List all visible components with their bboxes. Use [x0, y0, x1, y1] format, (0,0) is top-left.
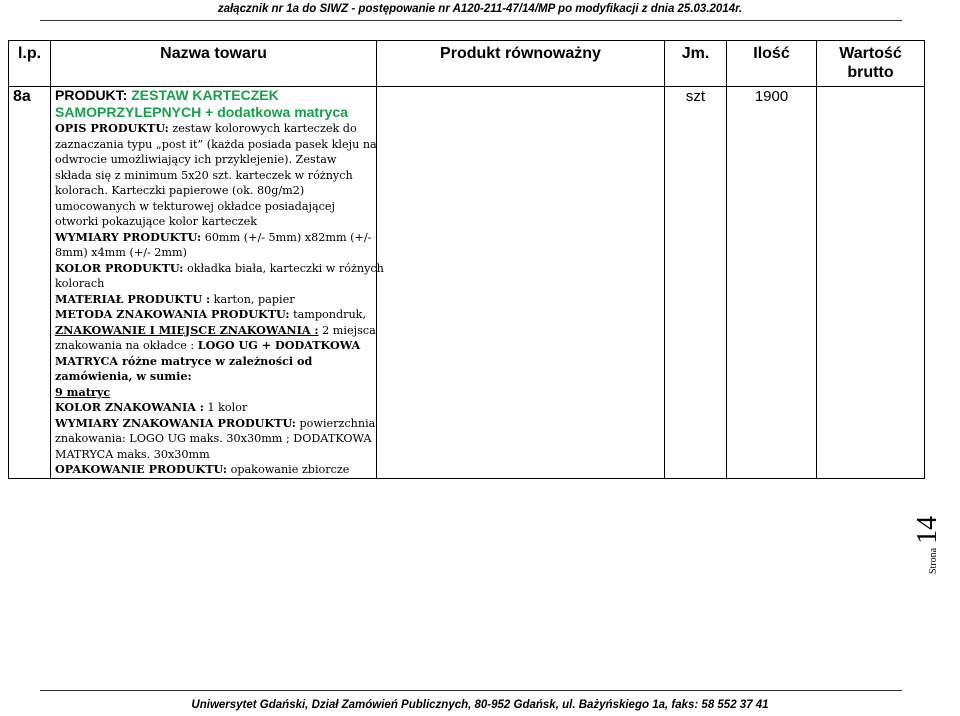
column-header-value-line2: brutto: [847, 64, 894, 81]
desc-text: karton, papier: [210, 292, 295, 306]
desc-text: znakowania na okładce :: [55, 339, 198, 352]
document-header: załącznik nr 1a do SIWZ - postępowanie nr A120-211-47/14/MP po modyfikacji z dnia 25.03.2014r.: [217, 3, 743, 15]
desc-line: [55, 260, 384, 277]
equivalent-cell[interactable]: [377, 87, 665, 479]
desc-text: zestaw kolorowych karteczek do: [168, 122, 357, 135]
desc-line: znakowania: LOGO UG maks. 30x30mm ; DODATKOWA: [55, 432, 372, 445]
desc-label: OPAKOWANIE PRODUKTU:: [55, 462, 228, 476]
desc-line: [55, 230, 372, 246]
product-title-prefix: PRODUKT:: [55, 87, 132, 103]
row-lp: 8a: [9, 87, 51, 479]
column-header-qty: Ilość: [727, 41, 817, 87]
desc-line: kolorach: [55, 277, 105, 290]
page-label: Strona: [928, 547, 939, 574]
document-footer: Uniwersytet Gdański, Dział Zamówień Publicznych, 80-952 Gdańsk, ul. Bażyńskiego 1a, faks: 58 552 37 41: [191, 699, 769, 711]
column-header-lp: l.p.: [9, 41, 51, 87]
desc-label: MATERIAŁ PRODUKTU :: [55, 291, 211, 306]
header-divider: [40, 20, 902, 21]
page-number-value: 14: [912, 515, 943, 544]
column-header-name: Nazwa towaru: [51, 41, 377, 87]
desc-line: zaznaczania typu „post it” (każda posiada pasek kleju na: [55, 137, 377, 151]
product-title-line2: SAMOPRZYLEPNYCH + dodatkowa matryca: [55, 104, 348, 120]
desc-line: [55, 307, 372, 323]
desc-line: 9 matryc: [55, 384, 111, 399]
desc-label: METODA ZNAKOWANIA PRODUKTU:: [55, 307, 290, 321]
desc-line: [55, 415, 376, 432]
product-title-line1: [55, 87, 372, 104]
table-row: [9, 87, 925, 479]
desc-line: 8mm) x4mm (+/- 2mm): [55, 246, 187, 259]
desc-line: umocowanych w tekturowej okładce posiadającej: [55, 199, 336, 213]
desc-label: WYMIARY PRODUKTU:: [55, 229, 202, 244]
product-title-name: ZESTAW KARTECZEK: [131, 87, 279, 103]
desc-text: okładka biała, karteczki w różnych: [183, 261, 384, 275]
footer-divider: [40, 690, 902, 691]
desc-line: zamówienia, w sumie:: [55, 369, 192, 383]
desc-label: KOLOR PRODUKTU:: [55, 260, 184, 275]
unit-cell: szt: [665, 87, 727, 479]
desc-line: [55, 322, 376, 339]
desc-line: [55, 462, 372, 478]
product-description: [51, 87, 384, 479]
desc-text: tampondruk,: [289, 308, 366, 321]
desc-line: MATRYCA różne matryce w zależności od: [55, 353, 313, 368]
desc-label: KOLOR ZNAKOWANIA :: [55, 400, 204, 414]
column-header-value: [817, 41, 925, 87]
desc-line: MATRYCA maks. 30x30mm: [55, 447, 210, 461]
desc-text: powierzchnia: [295, 416, 376, 430]
desc-line: [55, 338, 372, 354]
desc-line: kolorach. Karteczki papierowe (ok. 80g/m2): [55, 184, 305, 197]
desc-line: [55, 121, 372, 137]
page-number: [912, 514, 960, 574]
desc-line: [55, 292, 372, 308]
column-header-unit: Jm.: [665, 41, 727, 87]
desc-text: 1 kolor: [203, 401, 248, 414]
desc-line: otworki pokazujące kolor karteczek: [55, 215, 258, 228]
desc-line: [55, 400, 372, 416]
desc-label: WYMIARY ZNAKOWANIA PRODUKTU:: [55, 415, 296, 430]
qty-cell: 1900: [727, 87, 817, 479]
column-header-value-line1: Wartość: [839, 45, 902, 62]
desc-label: ZNAKOWANIE I MIEJSCE ZNAKOWANIA :: [55, 322, 319, 337]
desc-text: opakowanie zbiorcze: [227, 463, 350, 476]
desc-text: 2 miejsca: [318, 323, 376, 337]
desc-line: składa się z minimum 5x20 szt. karteczek w różnych: [55, 168, 353, 182]
desc-line: odwrocie umożliwiający ich przyklejenie). Zestaw: [55, 153, 337, 166]
value-cell[interactable]: [817, 87, 925, 479]
table-header-row: [9, 41, 925, 87]
desc-label: OPIS PRODUKTU:: [55, 121, 169, 135]
column-header-equivalent: Produkt równoważny: [377, 41, 665, 87]
product-table: [8, 40, 925, 479]
desc-label: LOGO UG + DODATKOWA: [197, 338, 361, 352]
desc-text: 60mm (+/- 5mm) x82mm (+/-: [201, 230, 372, 244]
